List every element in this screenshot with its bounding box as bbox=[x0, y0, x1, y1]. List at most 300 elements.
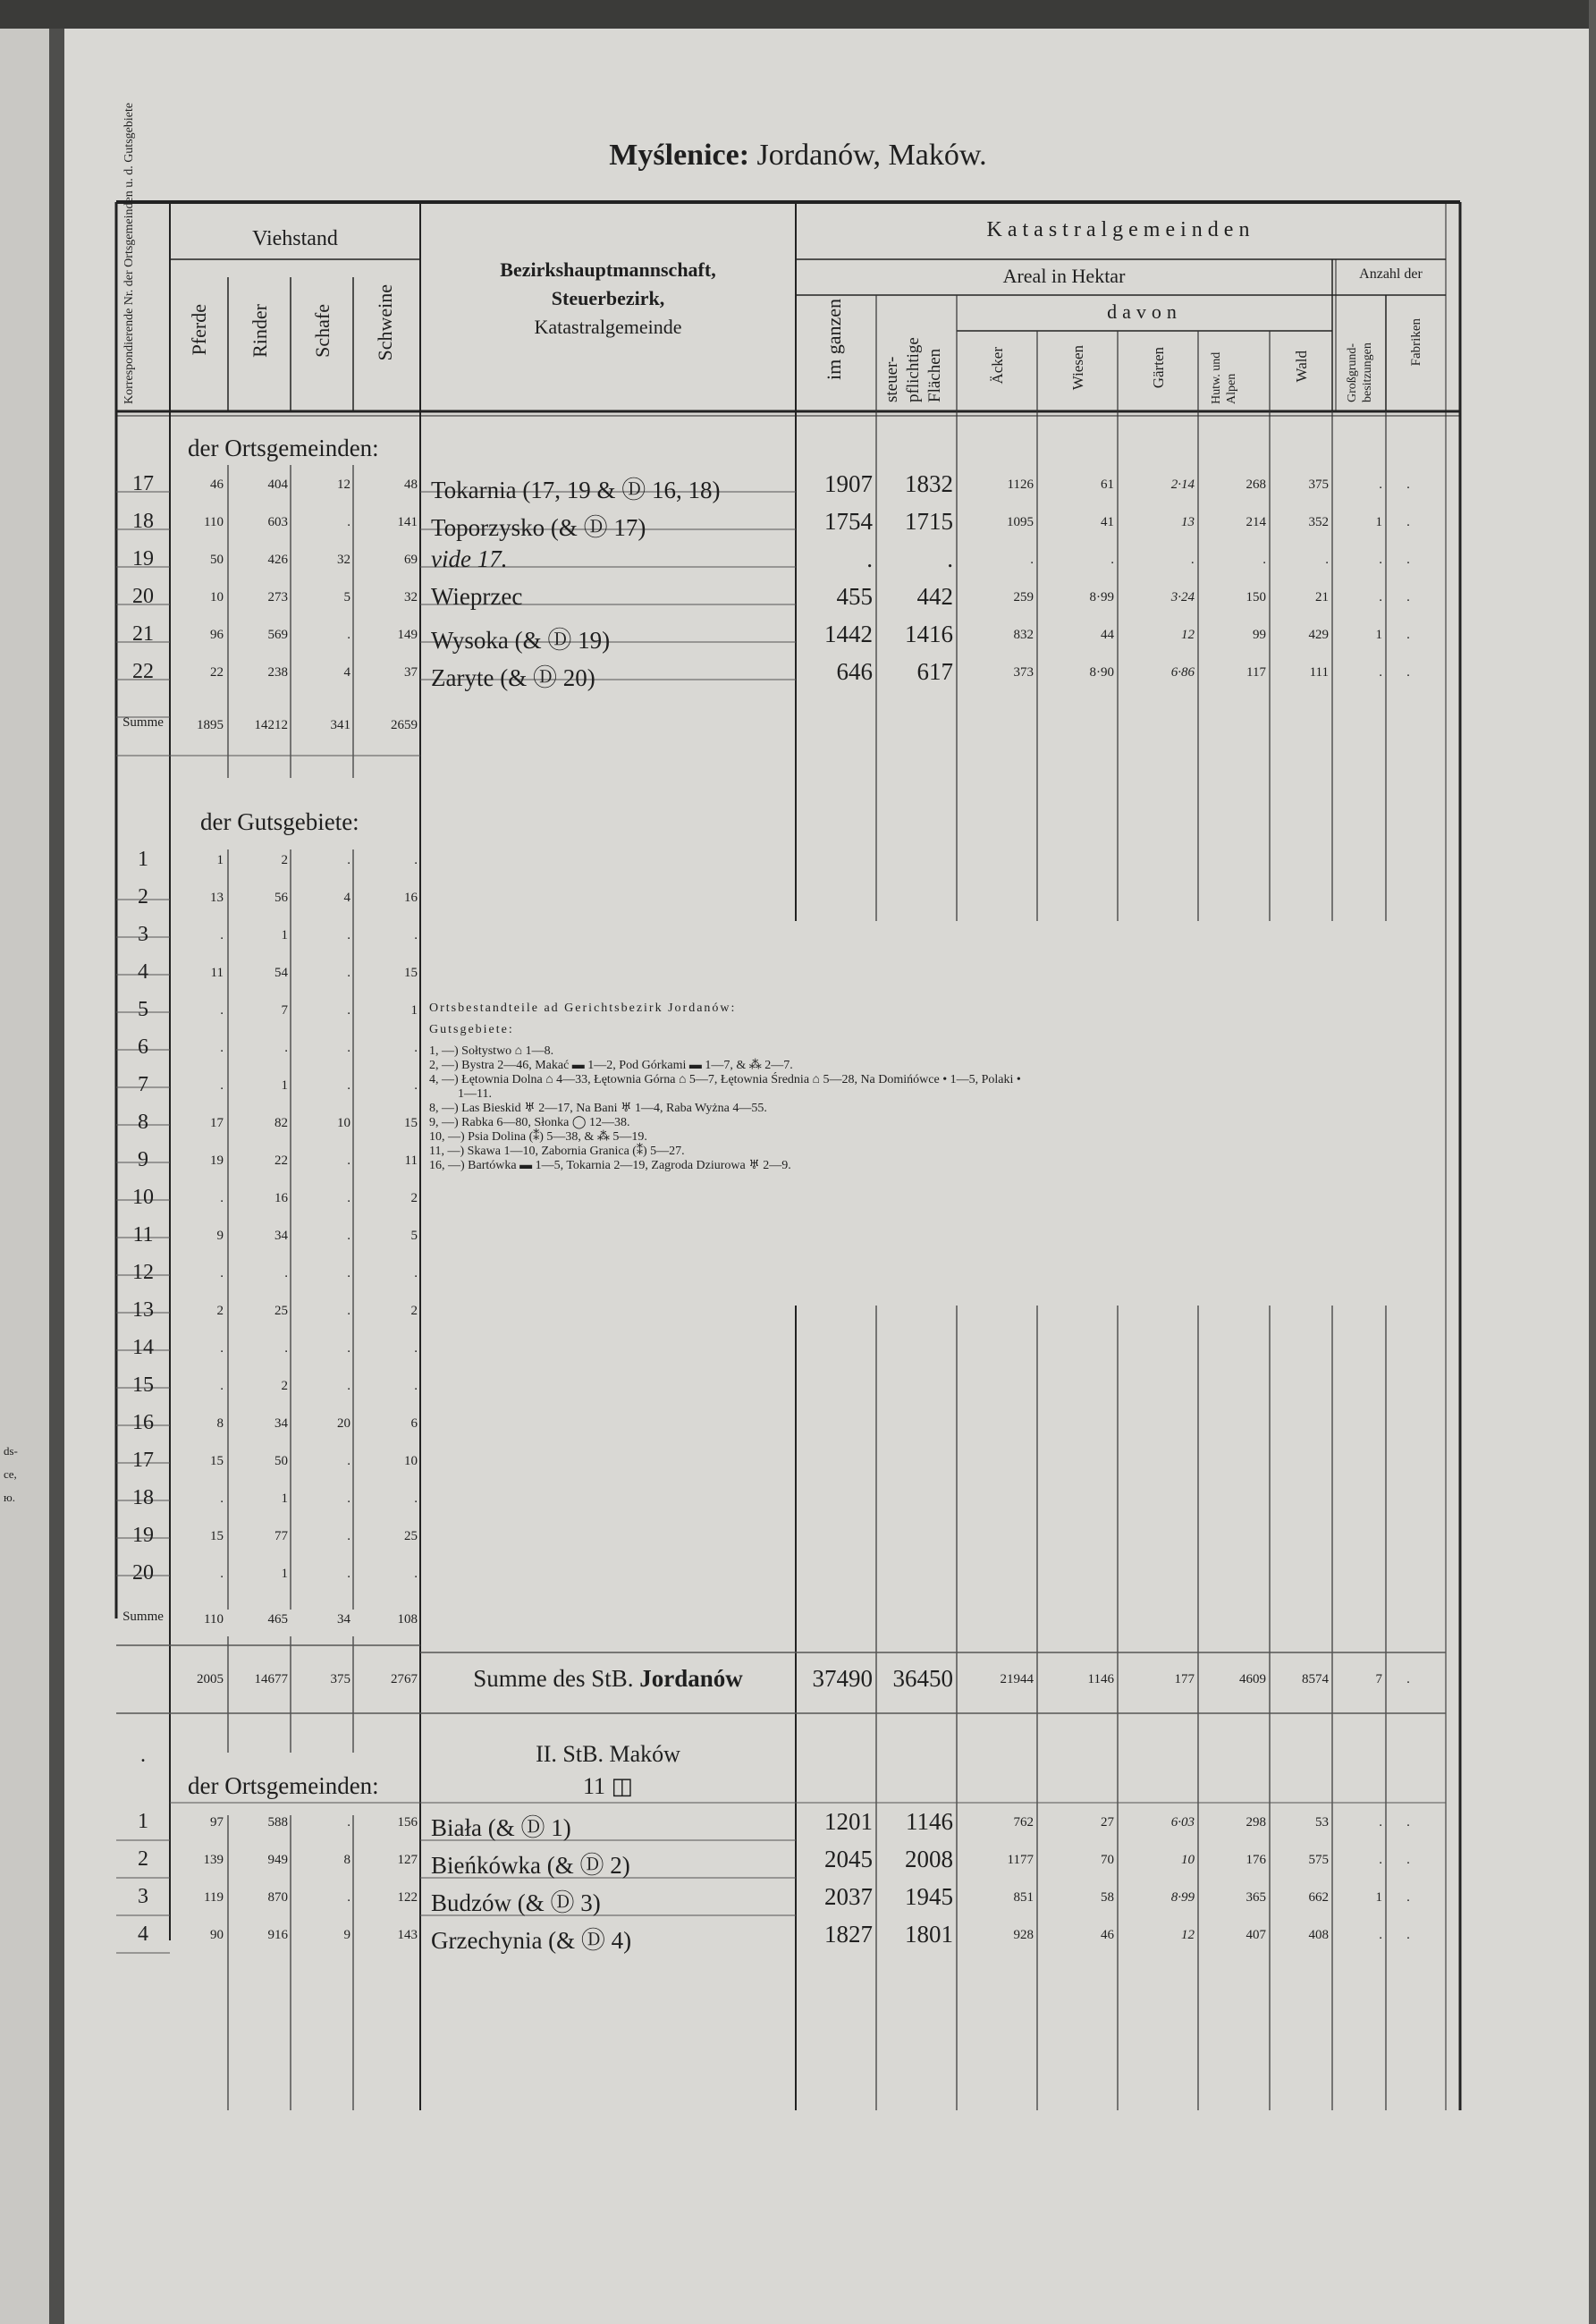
cell-pferde: 13 bbox=[210, 891, 224, 905]
cell-schweine: 2 bbox=[410, 1191, 418, 1205]
cell-rinder: 1 bbox=[281, 1567, 288, 1581]
row-number: 8 bbox=[138, 1111, 148, 1134]
cell-schafe: . bbox=[347, 1341, 350, 1356]
cell-rinder: 56 bbox=[274, 891, 288, 905]
cell-schweine: . bbox=[414, 1041, 418, 1055]
cell-acker: 1095 bbox=[1007, 515, 1034, 529]
cell-im-ganzen: 1907 bbox=[824, 470, 873, 497]
cell-katastralgemeinde: Toporzysko (& Ⓓ 17) bbox=[431, 514, 646, 541]
orts-sum-rinder: 14212 bbox=[254, 718, 288, 732]
cell-pferde: . bbox=[220, 1379, 224, 1393]
cell-steuerpflichtig: 1416 bbox=[905, 621, 953, 647]
cell-fabriken: . bbox=[1406, 1890, 1410, 1905]
cell-pferde: 19 bbox=[210, 1154, 224, 1168]
cell-wald: 429 bbox=[1308, 628, 1329, 642]
makow-dot: . bbox=[140, 1744, 146, 1767]
cell-garten: 6·03 bbox=[1170, 1815, 1195, 1830]
cell-grossgrund: . bbox=[1379, 1928, 1382, 1942]
cell-schweine: 156 bbox=[397, 1815, 418, 1830]
cell-im-ganzen: 1201 bbox=[824, 1808, 873, 1835]
header-anzahl: Anzahl der bbox=[1359, 266, 1423, 282]
section-ortsgemeinden-jordanow: der Ortsgemeinden: bbox=[188, 435, 379, 461]
cell-schafe: . bbox=[347, 1078, 350, 1093]
cell-wiesen: 46 bbox=[1101, 1928, 1114, 1942]
cell-pferde: 139 bbox=[203, 1853, 224, 1867]
cell-schafe: . bbox=[347, 1567, 350, 1581]
cell-wiesen: 61 bbox=[1101, 477, 1114, 492]
note-line: 2, —) Bystra 2—46, Makać ▬ 1—2, Pod Górkami ▬ 1—7, & ⁂ 2—7. bbox=[429, 1059, 793, 1072]
cell-im-ganzen: 2037 bbox=[824, 1883, 873, 1910]
cell-schweine: 32 bbox=[404, 590, 418, 604]
header-areal: Areal in Hektar bbox=[1002, 265, 1126, 287]
header-korrespondierende: Korrespondierende Nr. der Ortsgemeinden u. d. Gutsgebiete bbox=[122, 102, 136, 404]
cell-fabriken: . bbox=[1406, 628, 1410, 642]
cell-schafe: . bbox=[347, 928, 350, 942]
cell-wald: 352 bbox=[1308, 515, 1329, 529]
row-number: 19 bbox=[132, 1524, 154, 1547]
cell-wiesen: 58 bbox=[1101, 1890, 1114, 1905]
cell-schweine: . bbox=[414, 1341, 418, 1356]
cell-im-ganzen: 1827 bbox=[824, 1921, 873, 1948]
cell-garten: 8·99 bbox=[1170, 1890, 1195, 1905]
row-number: 17 bbox=[132, 1449, 154, 1472]
section-ortsgemeinden-makow: der Ortsgemeinden: bbox=[188, 1772, 379, 1799]
cell-rinder: 2 bbox=[281, 1379, 288, 1393]
header-grossgrund: Großgrund-besitzungen bbox=[1346, 342, 1374, 402]
cell-acker: 851 bbox=[1013, 1890, 1034, 1905]
cell-schafe: 4 bbox=[343, 665, 350, 680]
header-steuerpflichtige: steuer-pflichtige Flächen bbox=[882, 337, 944, 402]
cell-schafe: 5 bbox=[343, 590, 350, 604]
cell-rinder: 603 bbox=[267, 515, 288, 529]
total-pferde: 2005 bbox=[197, 1672, 224, 1686]
cell-schafe: 10 bbox=[337, 1116, 350, 1130]
cell-pferde: 46 bbox=[210, 477, 224, 492]
cell-steuerpflichtig: . bbox=[947, 545, 953, 572]
cell-wald: 111 bbox=[1309, 665, 1329, 680]
note-line: 8, —) Las Bieskid ♅ 2—17, Na Bani ♅ 1—4, Raba Wyżna 4—55. bbox=[429, 1102, 767, 1115]
cell-fabriken: . bbox=[1406, 590, 1410, 604]
note-line: 10, —) Psia Dolina (⁑) 5—38, & ⁂ 5—19. bbox=[429, 1130, 647, 1144]
cell-garten: 10 bbox=[1181, 1853, 1195, 1867]
cell-rinder: 1 bbox=[281, 928, 288, 942]
cell-hutweiden: 99 bbox=[1253, 628, 1266, 642]
row-number: 5 bbox=[138, 998, 148, 1021]
cell-schafe: . bbox=[347, 966, 350, 980]
cell-pferde: 110 bbox=[204, 515, 224, 529]
cell-schafe: . bbox=[347, 515, 350, 529]
cell-grossgrund: . bbox=[1379, 1815, 1382, 1830]
header-davon: davon bbox=[1107, 300, 1182, 323]
cell-rinder: 50 bbox=[274, 1454, 288, 1468]
total-steuer: 36450 bbox=[892, 1665, 953, 1692]
header-wald: Wald bbox=[1293, 351, 1310, 383]
cell-schweine: 149 bbox=[397, 628, 418, 642]
note-line: 16, —) Bartówka ▬ 1—5, Tokarnia 2—19, Zagroda Dziurowa ♅ 2—9. bbox=[429, 1159, 791, 1172]
row-number: 19 bbox=[132, 547, 154, 570]
cell-fabriken: . bbox=[1406, 515, 1410, 529]
cell-im-ganzen: 2045 bbox=[824, 1846, 873, 1872]
header-im-ganzen: im ganzen bbox=[823, 299, 845, 381]
cell-pferde: . bbox=[220, 928, 224, 942]
cell-schafe: . bbox=[347, 628, 350, 642]
cell-hutweiden: 268 bbox=[1246, 477, 1266, 492]
cell-acker: 762 bbox=[1013, 1815, 1034, 1830]
guts-sum-schweine: 108 bbox=[397, 1612, 418, 1627]
cell-schweine: 141 bbox=[397, 515, 418, 529]
cell-pferde: . bbox=[220, 1003, 224, 1018]
cell-schweine: 69 bbox=[404, 553, 418, 567]
cell-rinder: 1 bbox=[281, 1492, 288, 1506]
guts-sum-pferde: 110 bbox=[204, 1612, 224, 1627]
cell-schweine: 1 bbox=[410, 1003, 418, 1018]
cell-rinder: 426 bbox=[267, 553, 288, 567]
cell-acker: . bbox=[1030, 553, 1034, 567]
cell-acker: 1126 bbox=[1007, 477, 1034, 492]
cell-rinder: 16 bbox=[274, 1191, 288, 1205]
row-number: 22 bbox=[132, 660, 154, 683]
cell-schweine: . bbox=[414, 1078, 418, 1093]
cell-schafe: . bbox=[347, 853, 350, 867]
total-acker: 21944 bbox=[1000, 1672, 1034, 1686]
cell-wald: 21 bbox=[1315, 590, 1329, 604]
cell-steuerpflichtig: 1146 bbox=[906, 1808, 953, 1835]
cell-hutweiden: . bbox=[1262, 553, 1266, 567]
row-number: 10 bbox=[132, 1186, 154, 1209]
orts-sum-schafe: 341 bbox=[330, 718, 350, 732]
total-wiesen: 1146 bbox=[1087, 1672, 1114, 1686]
row-number: 3 bbox=[138, 1885, 148, 1908]
cell-rinder: 54 bbox=[274, 966, 288, 980]
cell-wald: 408 bbox=[1308, 1928, 1329, 1942]
cell-acker: 928 bbox=[1013, 1928, 1034, 1942]
cell-pferde: . bbox=[220, 1078, 224, 1093]
row-number: 11 bbox=[132, 1223, 154, 1247]
cell-schweine: . bbox=[414, 853, 418, 867]
cell-schafe: . bbox=[347, 1191, 350, 1205]
cell-pferde: . bbox=[220, 1266, 224, 1280]
total-schweine: 2767 bbox=[391, 1672, 418, 1686]
cell-steuerpflichtig: 2008 bbox=[905, 1846, 953, 1872]
header-schweine: Schweine bbox=[374, 284, 396, 361]
cell-rinder: . bbox=[284, 1041, 288, 1055]
cell-katastralgemeinde: Wysoka (& Ⓓ 19) bbox=[431, 627, 611, 654]
cell-wiesen: 27 bbox=[1101, 1815, 1114, 1830]
cell-schafe: . bbox=[347, 1454, 350, 1468]
guts-sum-schafe: 34 bbox=[337, 1612, 350, 1627]
total-rinder: 14677 bbox=[254, 1672, 288, 1686]
header-rinder: Rinder bbox=[249, 304, 271, 358]
header-katastralgemeinden: Katastralgemeinden bbox=[986, 218, 1255, 241]
cell-rinder: 22 bbox=[274, 1154, 288, 1168]
header-fabriken: Fabriken bbox=[1409, 318, 1423, 367]
cell-rinder: 1 bbox=[281, 1078, 288, 1093]
cell-hutweiden: 150 bbox=[1246, 590, 1266, 604]
cell-schweine: . bbox=[414, 1379, 418, 1393]
cell-schweine: 25 bbox=[404, 1529, 418, 1543]
cell-fabriken: . bbox=[1406, 1815, 1410, 1830]
cell-pferde: 11 bbox=[210, 966, 224, 980]
cell-schweine: 15 bbox=[404, 966, 418, 980]
cell-rinder: 870 bbox=[267, 1890, 288, 1905]
cell-schafe: 32 bbox=[337, 553, 350, 567]
cell-fabriken: . bbox=[1406, 553, 1410, 567]
cell-garten: 12 bbox=[1181, 628, 1195, 642]
guts-sum-label: Summe bbox=[122, 1610, 164, 1624]
cell-hutweiden: 365 bbox=[1246, 1890, 1266, 1905]
total-wald: 8574 bbox=[1302, 1672, 1329, 1686]
cell-pferde: 17 bbox=[210, 1116, 224, 1130]
header-acker: Äcker bbox=[989, 347, 1006, 385]
cell-pferde: . bbox=[220, 1492, 224, 1506]
cell-grossgrund: 1 bbox=[1375, 628, 1382, 642]
cell-grossgrund: 1 bbox=[1375, 515, 1382, 529]
row-number: 20 bbox=[132, 585, 154, 608]
cell-schafe: 20 bbox=[337, 1416, 350, 1431]
cell-wiesen: 70 bbox=[1101, 1853, 1114, 1867]
cell-schafe: . bbox=[347, 1304, 350, 1318]
row-number: 1 bbox=[138, 1810, 148, 1833]
cell-wald: . bbox=[1325, 553, 1329, 567]
note-line: 1—11. bbox=[458, 1087, 492, 1101]
cell-katastralgemeinde: Zaryte (& Ⓓ 20) bbox=[431, 664, 595, 691]
row-number: 1 bbox=[138, 848, 148, 871]
total-garten: 177 bbox=[1174, 1672, 1195, 1686]
row-number: 18 bbox=[132, 1486, 154, 1509]
cell-pferde: . bbox=[220, 1191, 224, 1205]
cell-wiesen: 8·90 bbox=[1089, 665, 1114, 680]
cell-fabriken: . bbox=[1406, 1928, 1410, 1942]
cell-grossgrund: . bbox=[1379, 553, 1382, 567]
cell-pferde: 50 bbox=[210, 553, 224, 567]
cell-steuerpflichtig: 1801 bbox=[905, 1921, 953, 1948]
cell-steuerpflichtig: 1715 bbox=[905, 508, 953, 535]
cell-katastralgemeinde: Grzechynia (& Ⓓ 4) bbox=[431, 1927, 632, 1954]
cell-pferde: . bbox=[220, 1041, 224, 1055]
cell-hutweiden: 176 bbox=[1246, 1853, 1266, 1867]
cell-garten: . bbox=[1191, 553, 1195, 567]
cell-schweine: 10 bbox=[404, 1454, 418, 1468]
cell-wald: 662 bbox=[1308, 1890, 1329, 1905]
row-number: 4 bbox=[138, 1923, 148, 1946]
cell-rinder: 77 bbox=[274, 1529, 288, 1543]
cell-rinder: 949 bbox=[267, 1853, 288, 1867]
orts-sum-pferde: 1895 bbox=[197, 718, 224, 732]
total-grossgrund: 7 bbox=[1375, 1672, 1382, 1686]
cell-garten: 12 bbox=[1181, 1928, 1195, 1942]
cell-schafe: . bbox=[347, 1229, 350, 1243]
cell-schafe: . bbox=[347, 1379, 350, 1393]
page-title: Myślenice: Jordanów, Maków. bbox=[609, 139, 987, 172]
row-number: 15 bbox=[132, 1373, 154, 1397]
total-schafe: 375 bbox=[330, 1672, 350, 1686]
cell-schweine: . bbox=[414, 928, 418, 942]
cell-rinder: 238 bbox=[267, 665, 288, 680]
cell-katastralgemeinde: Budzów (& Ⓓ 3) bbox=[431, 1889, 601, 1916]
row-number: 16 bbox=[132, 1411, 154, 1434]
cell-pferde: 2 bbox=[216, 1304, 224, 1318]
cell-schafe: . bbox=[347, 1492, 350, 1506]
cell-wald: 575 bbox=[1308, 1853, 1329, 1867]
cell-wiesen: 44 bbox=[1101, 628, 1114, 642]
cell-rinder: 569 bbox=[267, 628, 288, 642]
orts-sum-label: Summe bbox=[122, 715, 164, 730]
cell-im-ganzen: 646 bbox=[836, 658, 873, 685]
cell-schafe: . bbox=[347, 1266, 350, 1280]
cell-katastralgemeinde: Biała (& Ⓓ 1) bbox=[431, 1814, 571, 1841]
cell-katastralgemeinde: Wieprzec bbox=[431, 583, 523, 610]
cell-schafe: 12 bbox=[337, 477, 350, 492]
cell-pferde: 97 bbox=[210, 1815, 224, 1830]
cell-steuerpflichtig: 617 bbox=[916, 658, 953, 685]
cell-pferde: 9 bbox=[216, 1229, 224, 1243]
cell-rinder: 34 bbox=[274, 1229, 288, 1243]
total-hutweiden: 4609 bbox=[1239, 1672, 1266, 1686]
cell-im-ganzen: 1442 bbox=[824, 621, 873, 647]
row-number: 20 bbox=[132, 1561, 154, 1585]
cell-schweine: . bbox=[414, 1567, 418, 1581]
cell-grossgrund: . bbox=[1379, 1853, 1382, 1867]
note-line: 9, —) Rabka 6—80, Słonka ◯ 12—38. bbox=[429, 1116, 630, 1129]
cell-fabriken: . bbox=[1406, 477, 1410, 492]
cell-schweine: 16 bbox=[404, 891, 418, 905]
cell-rinder: 25 bbox=[274, 1304, 288, 1318]
cell-grossgrund: 1 bbox=[1375, 1890, 1382, 1905]
cell-hutweiden: 214 bbox=[1246, 515, 1266, 529]
cell-wiesen: . bbox=[1110, 553, 1114, 567]
cell-pferde: 22 bbox=[210, 665, 224, 680]
cell-pferde: 10 bbox=[210, 590, 224, 604]
total-label: Summe des StB. Jordanów bbox=[473, 1665, 743, 1692]
cell-rinder: 34 bbox=[274, 1416, 288, 1431]
cell-rinder: 273 bbox=[267, 590, 288, 604]
cell-rinder: . bbox=[284, 1266, 288, 1280]
cell-schafe: . bbox=[347, 1529, 350, 1543]
cell-acker: 832 bbox=[1013, 628, 1034, 642]
cell-grossgrund: . bbox=[1379, 477, 1382, 492]
cell-pferde: 1 bbox=[216, 853, 224, 867]
row-number: 4 bbox=[138, 960, 148, 984]
row-number: 18 bbox=[132, 510, 154, 533]
cell-rinder: 916 bbox=[267, 1928, 288, 1942]
cell-wald: 53 bbox=[1315, 1815, 1329, 1830]
cell-schweine: 127 bbox=[397, 1853, 418, 1867]
cell-schafe: . bbox=[347, 1041, 350, 1055]
guts-sum-rinder: 465 bbox=[267, 1612, 288, 1627]
header-garten: Gärten bbox=[1150, 347, 1167, 389]
cell-acker: 1177 bbox=[1007, 1853, 1034, 1867]
cell-steuerpflichtig: 1945 bbox=[905, 1883, 953, 1910]
cell-schweine: 2 bbox=[410, 1304, 418, 1318]
cell-im-ganzen: . bbox=[866, 545, 873, 572]
cell-grossgrund: . bbox=[1379, 590, 1382, 604]
row-number: 2 bbox=[138, 1847, 148, 1871]
cell-hutweiden: 407 bbox=[1246, 1928, 1266, 1942]
cell-garten: 2·14 bbox=[1170, 477, 1195, 492]
cell-wiesen: 8·99 bbox=[1089, 590, 1114, 604]
cell-rinder: 588 bbox=[267, 1815, 288, 1830]
row-number: 9 bbox=[138, 1148, 148, 1171]
cell-steuerpflichtig: 442 bbox=[916, 583, 953, 610]
cell-wald: 375 bbox=[1308, 477, 1329, 492]
row-number: 7 bbox=[138, 1073, 148, 1096]
total-ganzen: 37490 bbox=[812, 1665, 873, 1692]
cell-schafe: 8 bbox=[343, 1853, 350, 1867]
cell-schafe: . bbox=[347, 1890, 350, 1905]
cell-acker: 373 bbox=[1013, 665, 1034, 680]
orts-sum-schweine: 2659 bbox=[391, 718, 418, 732]
cell-rinder: 404 bbox=[267, 477, 288, 492]
note-line: 11, —) Skawa 1—10, Zabornia Granica (⁑) 5—27. bbox=[429, 1145, 685, 1158]
cell-wiesen: 41 bbox=[1101, 515, 1114, 529]
header-bezirk: Bezirkshauptmannschaft, Steuerbezirk, Katastralgemeinde bbox=[500, 258, 716, 338]
cell-schweine: 122 bbox=[397, 1890, 418, 1905]
cell-fabriken: . bbox=[1406, 665, 1410, 680]
section-stb-makow: II. StB. Maków 11 ◫ bbox=[536, 1741, 680, 1799]
margin-text: ds- ce, ю. bbox=[4, 1444, 18, 1504]
cell-im-ganzen: 455 bbox=[836, 583, 873, 610]
cell-schafe: 9 bbox=[343, 1928, 350, 1942]
cell-rinder: . bbox=[284, 1341, 288, 1356]
cell-katastralgemeinde: Tokarnia (17, 19 & Ⓓ 16, 18) bbox=[431, 477, 721, 503]
cell-pferde: 8 bbox=[216, 1416, 224, 1431]
cell-garten: 6·86 bbox=[1170, 665, 1195, 680]
row-number: 14 bbox=[132, 1336, 154, 1359]
row-number: 17 bbox=[132, 472, 154, 495]
header-wiesen: Wiesen bbox=[1069, 345, 1086, 391]
row-number: 12 bbox=[132, 1261, 154, 1284]
cell-acker: 259 bbox=[1013, 590, 1034, 604]
cell-hutweiden: 298 bbox=[1246, 1815, 1266, 1830]
cell-garten: 3·24 bbox=[1170, 590, 1195, 604]
cell-pferde: . bbox=[220, 1567, 224, 1581]
cell-schweine: . bbox=[414, 1492, 418, 1506]
header-hutweiden: Hutw. und Alpen bbox=[1210, 351, 1238, 404]
cell-pferde: . bbox=[220, 1341, 224, 1356]
section-gutsgebiete: der Gutsgebiete: bbox=[200, 808, 359, 835]
row-number: 13 bbox=[132, 1298, 154, 1322]
cell-rinder: 82 bbox=[274, 1116, 288, 1130]
cell-grossgrund: . bbox=[1379, 665, 1382, 680]
cell-schweine: 11 bbox=[404, 1154, 418, 1168]
notes-block: Ortsbestandteile ad Gerichtsbezirk Jordanów: Gutsgebiete: 1, —) Sołtystwo ⌂ 1—8. 2, —) Bystra 2—46, Makać ▬ 1—2, Pod Górkami ▬ 1—7, & ⁂ 2—7. 4, —) Łętownia Dolna ⌂ 4—33, Łętownia Górna ⌂ 5—7, Łętownia Średnia ⌂ 5—28, Na Domińówce • 1—5, Polaki • 1—11. 8, —) Las Bieskid ♅ 2—17, Na Bani ♅ 1—4, Raba Wyżna 4—55. 9, —) Rabka 6—80, Słonka ◯ 12—38. 10, —) Psia Dolina (⁑) 5—38, & ⁂ 5—19. 11, —) Skawa 1—10, Zabornia Granica (⁑) 5—27. 16, —) Bartówka ▬ 1—5, Tokarnia 2—19, Zagroda Dziurowa ♅ 2—9. bbox=[429, 1001, 1021, 1172]
cell-rinder: 7 bbox=[281, 1003, 288, 1018]
cell-pferde: 90 bbox=[210, 1928, 224, 1942]
cell-pferde: 96 bbox=[210, 628, 224, 642]
cell-schafe: . bbox=[347, 1154, 350, 1168]
row-number: 3 bbox=[138, 923, 148, 946]
header-pferde: Pferde bbox=[188, 304, 210, 356]
cell-schafe: . bbox=[347, 1003, 350, 1018]
cell-fabriken: . bbox=[1406, 1853, 1410, 1867]
cell-schafe: 4 bbox=[343, 891, 350, 905]
cell-schweine: 5 bbox=[410, 1229, 418, 1243]
note-line: 1, —) Sołtystwo ⌂ 1—8. bbox=[429, 1044, 554, 1058]
cell-pferde: 15 bbox=[210, 1529, 224, 1543]
cell-pferde: 15 bbox=[210, 1454, 224, 1468]
row-number: 21 bbox=[132, 622, 154, 646]
row-number: 2 bbox=[138, 885, 148, 908]
cell-katastralgemeinde: Bieńkówka (& Ⓓ 2) bbox=[431, 1852, 630, 1879]
header-viehstand: Viehstand bbox=[252, 227, 338, 250]
cell-katastralgemeinde: vide 17. bbox=[431, 545, 508, 572]
row-number: 6 bbox=[138, 1035, 148, 1059]
cell-schweine: . bbox=[414, 1266, 418, 1280]
cell-schweine: 37 bbox=[404, 665, 418, 680]
cell-schweine: 48 bbox=[404, 477, 418, 492]
cell-schweine: 15 bbox=[404, 1116, 418, 1130]
cell-steuerpflichtig: 1832 bbox=[905, 470, 953, 497]
